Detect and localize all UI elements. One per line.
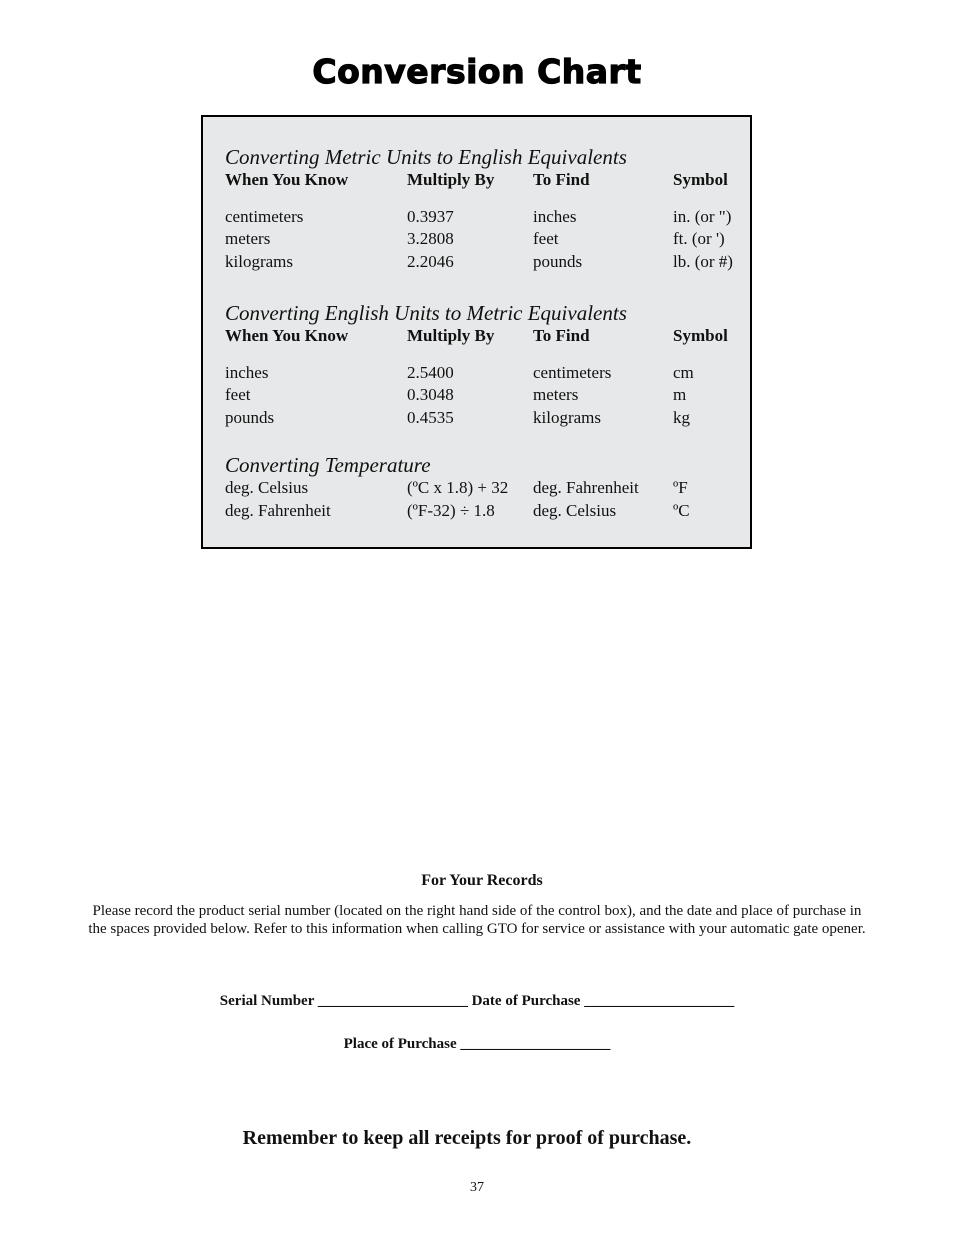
table-row [225,384,745,407]
table-row [225,477,745,500]
date-of-purchase-blank[interactable]: ____________________ [584,993,735,1009]
cell-find: centimeters [533,362,612,382]
table-row [225,228,745,251]
cell-know: kilograms [225,251,293,271]
cell-multiply: 2.5400 [407,362,454,382]
column-header-row [225,325,745,348]
section-heading: Converting Temperature [225,453,431,477]
cell-multiply: 0.3048 [407,385,454,404]
cell-symbol: m [673,385,687,404]
header-multiply-by: Multiply By [407,170,495,189]
place-line [0,1036,954,1053]
cell-symbol: in. (or ") [673,206,732,226]
cell-multiply: (ºF-32) ÷ 1.8 [407,500,495,520]
conversion-chart-box [201,115,752,549]
temperature-section [225,453,745,522]
cell-find: inches [533,206,577,226]
records-section [0,872,954,938]
cell-find: deg. Fahrenheit [533,478,639,497]
cell-symbol: lb. (or #) [673,251,733,271]
records-instructions: Please record the product serial number (located on the right hand side of the control box), and the date and place of purchase in the spaces provided below. Refer to this information when calling GTO for service or assistance with your automatic gate opener. [88,903,866,937]
page-number: 37 [470,1180,484,1195]
serial-date-line [0,993,954,1010]
english-to-metric-section [225,301,745,429]
cell-know: feet [225,385,251,404]
header-when-you-know: When You Know [225,170,349,189]
cell-find: kilograms [533,407,601,427]
cell-symbol: ºF [673,478,688,497]
cell-multiply: 0.3937 [407,206,454,226]
records-title: For Your Records [421,872,543,889]
cell-find: feet [533,229,559,248]
header-symbol: Symbol [673,326,728,345]
cell-symbol: cm [673,362,694,382]
cell-find: meters [533,385,579,404]
header-multiply-by: Multiply By [407,326,495,345]
cell-know: deg. Fahrenheit [225,500,331,520]
cell-multiply: 2.2046 [407,251,454,271]
cell-multiply: 0.4535 [407,407,454,427]
cell-know: centimeters [225,206,304,226]
place-of-purchase-blank[interactable]: ____________________ [460,1036,611,1052]
cell-know: inches [225,362,269,382]
header-to-find: To Find [533,326,590,345]
cell-multiply: (ºC x 1.8) + 32 [407,478,509,497]
serial-number-blank[interactable]: ____________________ [317,993,468,1009]
header-symbol: Symbol [673,170,728,189]
section-heading: Converting English Units to Metric Equivalents [225,301,627,325]
header-to-find: To Find [533,170,590,189]
cell-symbol: ºC [673,500,690,520]
table-row [225,206,745,229]
cell-know: meters [225,229,271,248]
table-row [225,251,745,274]
cell-find: deg. Celsius [533,500,617,520]
metric-to-english-section [225,145,745,273]
cell-multiply: 3.2808 [407,229,454,248]
cell-symbol: ft. (or ') [673,229,725,248]
column-header-row [225,169,745,192]
table-row [225,500,745,523]
date-of-purchase-label: Date of Purchase [471,993,581,1009]
cell-find: pounds [533,251,583,271]
page-title: Conversion Chart [312,52,642,91]
receipt-reminder: Remember to keep all receipts for proof of purchase. [242,1127,692,1149]
header-when-you-know: When You Know [225,326,349,345]
section-heading: Converting Metric Units to English Equivalents [225,145,627,169]
place-of-purchase-label: Place of Purchase [343,1036,457,1052]
table-row [225,362,745,385]
cell-know: deg. Celsius [225,478,309,497]
cell-know: pounds [225,407,275,427]
cell-symbol: kg [673,407,690,427]
serial-number-label: Serial Number [219,993,315,1009]
table-row [225,407,745,430]
